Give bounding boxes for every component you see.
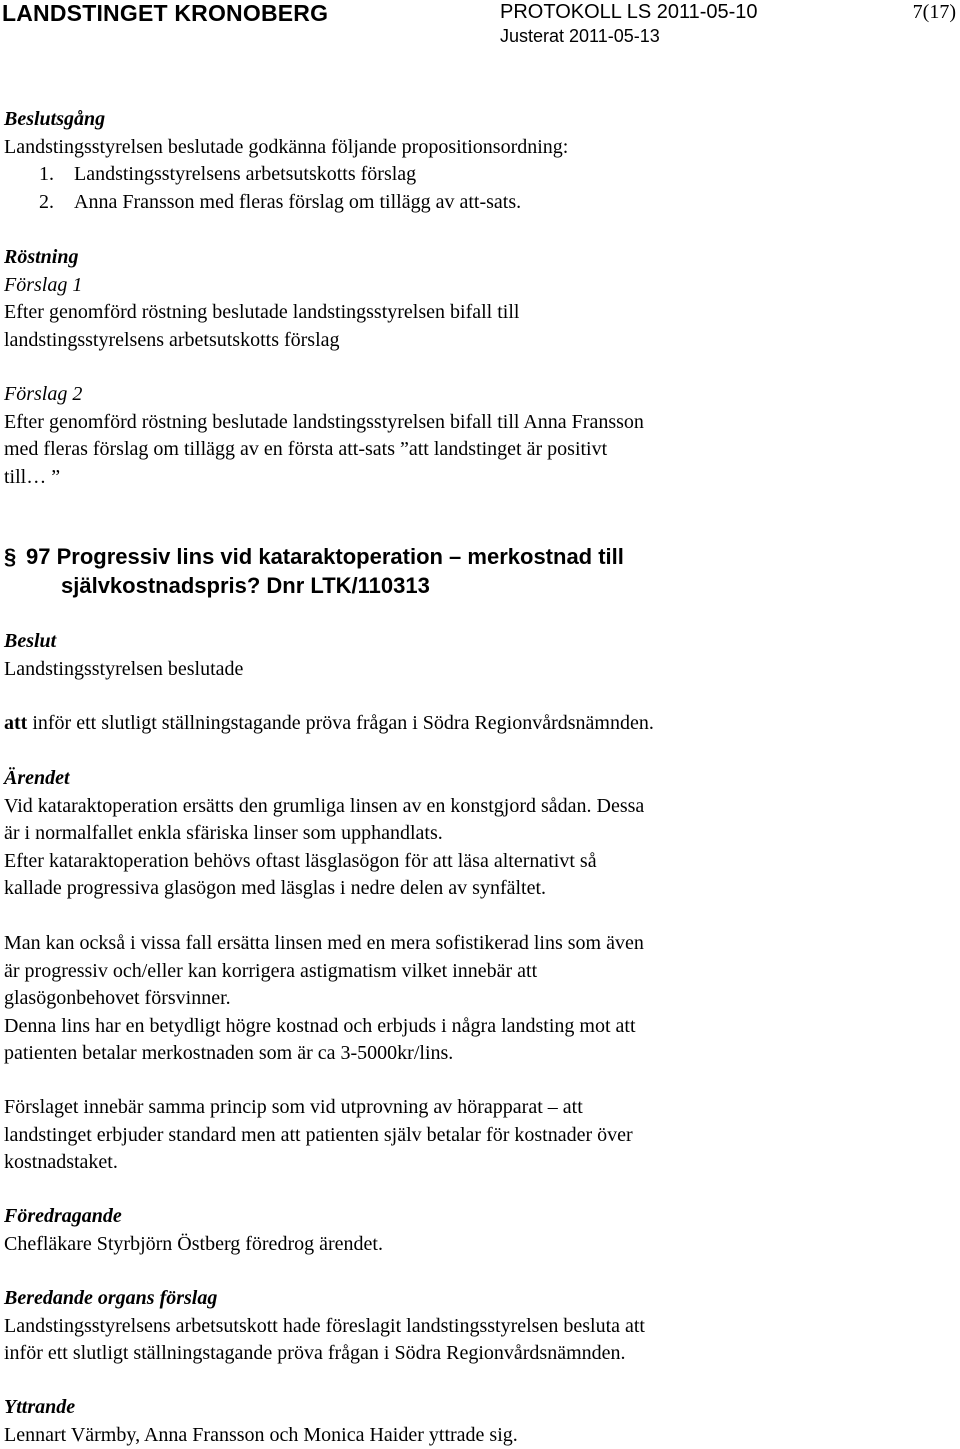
beredande-heading: Beredande organs förslag: [4, 1287, 218, 1309]
forslag2-line: Efter genomförd röstning beslutade landstingsstyrelsen bifall till Anna Fransson: [4, 410, 644, 433]
section-title-line2: självkostnadspris? Dnr LTK/110313: [61, 573, 430, 598]
beslutsgang-section: [4, 106, 960, 216]
organization-name: LANDSTINGET KRONOBERG: [2, 0, 329, 26]
beredande-line: inför ett slutligt ställningstagande pröva frågan i Södra Regionvårdsnämnden.: [4, 1342, 626, 1365]
rostning-section: [4, 244, 960, 354]
arendet-line: kostnadstaket.: [4, 1151, 118, 1174]
foredragande-section: [4, 1203, 960, 1258]
beslut-line: Landstingsstyrelsen beslutade: [4, 657, 244, 680]
forslag1-line: landstingsstyrelsens arbetsutskotts förslag: [4, 328, 340, 351]
forslag1-label: Förslag 1: [4, 273, 83, 296]
arendet-line: kallade progressiva glasögon med läsglas i nedre delen av synfältet.: [4, 877, 547, 900]
arendet-line: patienten betalar merkostnaden som är ca 3-5000kr/lins.: [4, 1042, 454, 1065]
beslut-heading: Beslut: [4, 630, 57, 652]
arendet-para2: [4, 930, 960, 1068]
proposition-list: [4, 161, 960, 216]
paragraph-symbol: §: [4, 544, 17, 569]
list-item-number: 2.: [39, 190, 54, 213]
list-item-number: 1.: [39, 163, 54, 186]
list-item-text: Anna Fransson med fleras förslag om tillägg av att-sats.: [74, 190, 522, 213]
beslutsgang-intro: Landstingsstyrelsen beslutade godkänna följande propositionsordning:: [4, 135, 569, 158]
arendet-line: Man kan också i vissa fall ersätta linsen med en mera sofistikerad lins som även: [4, 932, 644, 954]
forslag1-line: Efter genomförd röstning beslutade landstingsstyrelsen bifall till: [4, 301, 520, 324]
arendet-heading: Ärendet: [4, 767, 70, 789]
foredragande-heading: Föredragande: [4, 1205, 122, 1227]
arendet-line: Efter kataraktoperation behövs oftast läsglasögon för att läsa alternativt så: [4, 849, 597, 872]
beslut-section: [4, 628, 960, 683]
arendet-line: Denna lins har en betydligt högre kostnad och erbjuds i några landsting mot att: [4, 1014, 636, 1037]
rostning-heading: Röstning: [4, 246, 79, 268]
list-item: [4, 161, 960, 189]
att-keyword: att: [4, 712, 28, 734]
arendet-line: landstinget erbjuder standard men att patienten själv betalar för kostnader över: [4, 1123, 633, 1146]
att-text: inför ett slutligt ställningstagande pröva frågan i Södra Regionvårdsnämnden.: [27, 712, 654, 734]
arendet-section: [4, 765, 960, 903]
beslut-att-line: [4, 710, 960, 738]
page-header: [0, 0, 960, 60]
adjusted-date: Justerat 2011-05-13: [500, 26, 660, 46]
beredande-line: Landstingsstyrelsens arbetsutskott hade föreslagit landstingsstyrelsen besluta att: [4, 1314, 645, 1337]
arendet-para3: [4, 1094, 960, 1177]
arendet-line: är progressiv och/eller kan korrigera astigmatism vilket innebär att: [4, 959, 538, 982]
beredande-section: [4, 1285, 960, 1368]
yttrande-section: [4, 1394, 960, 1449]
forslag2-line: med fleras förslag om tillägg av en första att-sats ”att landstinget är positivt: [4, 438, 608, 461]
forslag2-label: Förslag 2: [4, 383, 83, 405]
forslag2-section: [4, 381, 960, 491]
arendet-line: Förslaget innebär samma princip som vid utprovning av hörapparat – att: [4, 1096, 583, 1118]
forslag2-line: till… ”: [4, 465, 61, 488]
beslutsgang-heading: Beslutsgång: [4, 108, 106, 130]
arendet-line: är i normalfallet enkla sfäriska linser som upphandlats.: [4, 822, 443, 845]
foredragande-text: Chefläkare Styrbjörn Östberg föredrog ärendet.: [4, 1232, 383, 1255]
list-item: [4, 189, 960, 217]
section-title-line1: 97 Progressiv lins vid kataraktoperation – merkostnad till: [26, 544, 624, 569]
list-item-text: Landstingsstyrelsens arbetsutskotts förslag: [74, 163, 417, 186]
yttrande-text: Lennart Värmby, Anna Fransson och Monica Haider yttrade sig.: [4, 1423, 518, 1446]
protocol-title: PROTOKOLL LS 2011-05-10: [500, 1, 758, 23]
yttrande-heading: Yttrande: [4, 1396, 76, 1418]
page-number: 7(17): [912, 1, 956, 23]
arendet-line: glasögonbehovet försvinner.: [4, 987, 231, 1010]
arendet-line: Vid kataraktoperation ersätts den grumliga linsen av en konstgjord sådan. Dessa: [4, 794, 645, 817]
